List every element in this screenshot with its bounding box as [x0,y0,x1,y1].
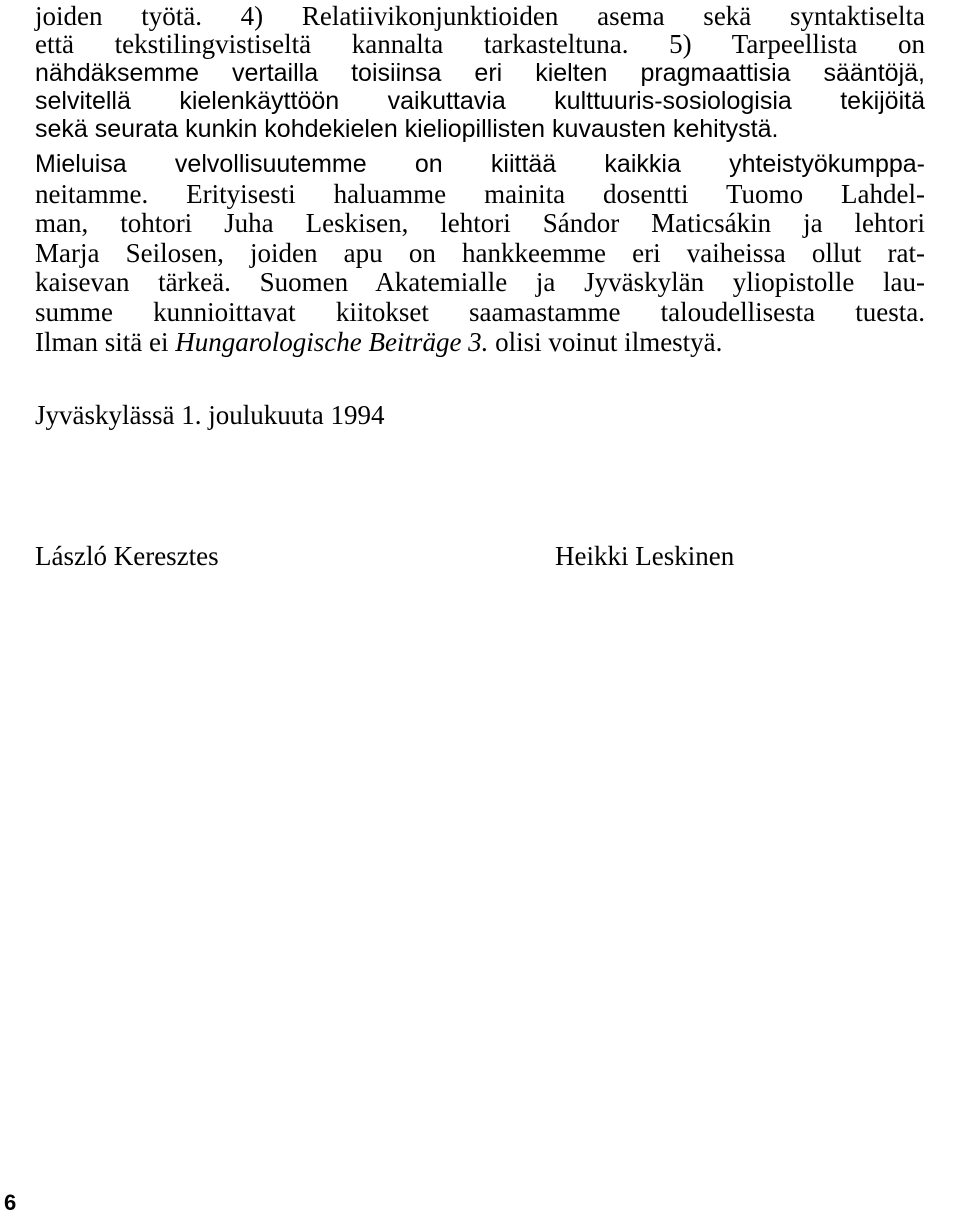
book-title-italic: Hungarologische Beiträge 3. [175,327,489,357]
paragraph2-line6: summe kunnioittavat kiitokset saamastamme taloudellisesta tuesta. [35,297,925,327]
paragraph2-line2: neitamme. Erityisesti haluamme mainita dosentti Tuomo Lahdel- [35,179,925,209]
paragraph1-line1: joiden työtä. 4) Relatiivikonjunktioiden asema sekä syntaktiselta [35,1,925,31]
paragraph1-line2: että tekstilingvistiseltä kannalta tarkasteltuna. 5) Tarpeellista on [35,29,925,59]
paragraph2-line7 [35,326,722,358]
page-number: 6 [4,1190,17,1215]
line7-text-before: Ilman sitä ei [35,327,176,357]
paragraph2-line1: Mieluisa velvollisuutemme on kiittää kaikkia yhteistyökumppa- [35,150,925,178]
signature-right: Heikki Leskinen [555,541,735,571]
paragraph2-line3: man, tohtori Juha Leskisen, lehtori Sándor Maticsákin ja lehtori [35,208,925,238]
line7-text-after: olisi voinut ilmestyä. [488,327,723,357]
paragraph2-line5: kaisevan tärkeä. Suomen Akatemialle ja Jyväskylän yliopistolle lau- [35,267,925,297]
paragraph1-line4: selvitellä kielenkäyttöön vaikuttavia kulttuuris-sosiologisia tekijöitä [35,87,925,115]
paragraph2-line4: Marja Seilosen, joiden apu on hankkeemme eri vaiheissa ollut rat- [35,238,925,268]
paragraph1-line3: nähdäksemme vertailla toisiinsa eri kielten pragmaattisia sääntöjä, [35,59,925,87]
signature-left: László Keresztes [35,541,219,571]
paragraph1-line5: sekä seurata kunkin kohdekielen kieliopillisten kuvausten kehitystä. [35,115,779,143]
place-and-date: Jyväskylässä 1. joulukuuta 1994 [35,400,385,430]
